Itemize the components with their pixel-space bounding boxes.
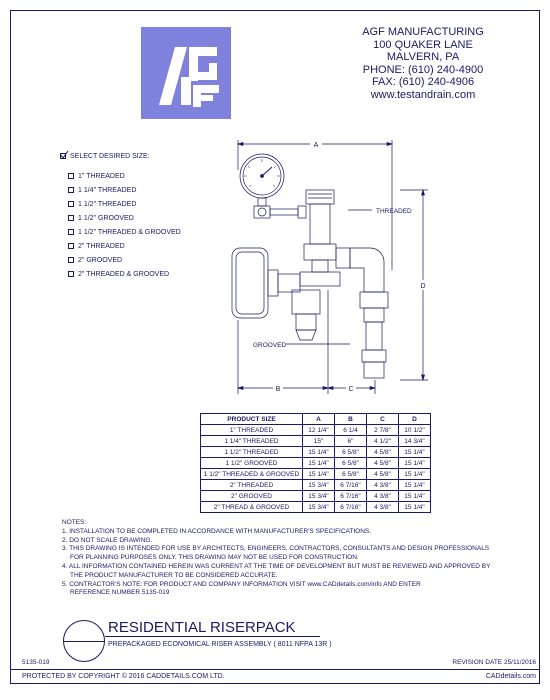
cell-product-size: 2" GROOVED: [201, 491, 303, 502]
cell-product-size: 1 1/2" THREADED: [201, 447, 303, 458]
cell-product-size: 2" THREADED: [201, 480, 303, 491]
cell-dimension-c: 4 5/8": [367, 458, 399, 469]
grooved-callout-label: GROOVED: [253, 342, 287, 349]
size-option-1-1-2-threaded[interactable]: 1 1/2" THREADED: [68, 201, 136, 208]
size-option-1-1-2-grooved[interactable]: 1 1/2" GROOVED: [68, 215, 134, 222]
threaded-callout-label: THREADED: [376, 208, 412, 215]
cell-product-size: 1 1/4" THREADED: [201, 436, 303, 447]
cell-dimension-b: 6 5/8": [335, 469, 367, 480]
table-header-row: [201, 414, 431, 425]
drawing-title: RESIDENTIAL RISERPACK: [108, 619, 296, 636]
cell-dimension-d: 15 1/4": [399, 469, 431, 480]
cell-dimension-a: 15 3/4": [303, 480, 335, 491]
size-option-2-threaded-grooved[interactable]: 2" THREADED & GROOVED: [68, 271, 169, 278]
checkbox[interactable]: [68, 215, 74, 221]
size-option-2-grooved[interactable]: 2" GROOVED: [68, 257, 122, 264]
cell-product-size: 1 1/2" GROOVED: [201, 458, 303, 469]
cell-dimension-a: 15 1/4": [303, 458, 335, 469]
cell-dimension-a: 15 3/4": [303, 491, 335, 502]
cell-dimension-a: 15": [303, 436, 335, 447]
cell-dimension-d: 15 1/4": [399, 447, 431, 458]
checkbox[interactable]: [68, 187, 74, 193]
checkbox[interactable]: [68, 243, 74, 249]
select-size-heading: SELECT DESIRED SIZE:: [60, 153, 150, 160]
table-row: [201, 425, 431, 436]
size-option-1-1-2-threaded-grooved[interactable]: 1 1/2" THREADED & GROOVED: [68, 229, 181, 236]
size-option-2-threaded[interactable]: 2" THREADED: [68, 243, 125, 250]
table-row: [201, 436, 431, 447]
drawing-subtitle: PREPACKAGED ECONOMICAL RISER ASSEMBLY ( 8011 NFPA 13R ): [108, 641, 332, 648]
note-line: 4. ALL INFORMATION CONTAINED HEREIN WAS CURRENT AT THE TIME OF DEVELOPMENT BUT MUST BE REVIEWED AND APPROVED BY: [62, 562, 491, 570]
checkbox[interactable]: [68, 271, 74, 277]
copyright-notice: PROTECTED BY COPYRIGHT © 2016 CADDETAILS.COM LTD.: [22, 673, 225, 680]
agf-logo: [141, 14, 231, 119]
company-website[interactable]: www.testandrain.com: [370, 88, 476, 101]
checkbox[interactable]: [68, 229, 74, 235]
cell-dimension-a: 12 1/4": [303, 425, 335, 436]
note-line: 3. THIS DRAWING IS INTENDED FOR USE BY ARCHITECTS, ENGINEERS, CONTRACTORS, CONSULTANTS AND DESIGN PROFESSIONALS: [62, 545, 490, 553]
cell-dimension-a: 15 1/4": [303, 447, 335, 458]
table-row: [201, 458, 431, 469]
table-row: [201, 480, 431, 491]
header-d: D: [399, 414, 431, 425]
cell-dimension-a: 15 3/4": [303, 502, 335, 513]
note-line: THE PRODUCT MANUFACTURER TO BE CONSIDERED ACCURATE.: [70, 571, 278, 579]
dimension-d-label: D: [420, 283, 426, 290]
cell-dimension-d: 15 1/4": [399, 458, 431, 469]
header-c: C: [367, 414, 399, 425]
note-line: 5. CONTRACTOR'S NOTE: FOR PRODUCT AND COMPANY INFORMATION VISIT www.CADdetails.com/info AND ENTER: [62, 580, 421, 588]
reference-number: 5135-019: [22, 659, 50, 666]
dimension-b-label: B: [275, 386, 281, 393]
note-line: FOR PLANNING PURPOSES ONLY. THIS DRAWING MAY NOT BE USED FOR CONSTRUCTION.: [70, 554, 359, 562]
cell-dimension-b: 6 7/16": [335, 480, 367, 491]
cell-dimension-b: 6 7/16": [335, 491, 367, 502]
checkbox[interactable]: [68, 173, 74, 179]
cell-dimension-d: 14 3/4": [399, 436, 431, 447]
cell-dimension-d: 15 1/4": [399, 491, 431, 502]
cell-product-size: 1 1/2" THREADED & GROOVED: [201, 469, 303, 480]
note-line: 1. INSTALLATION TO BE COMPLETED IN ACCORDANCE WITH MANUFACTURER'S SPECIFICATIONS.: [62, 527, 372, 535]
cell-dimension-a: 15 1/4": [303, 469, 335, 480]
cell-product-size: 1" THREADED: [201, 425, 303, 436]
cell-dimension-c: 4 5/8": [367, 447, 399, 458]
cell-dimension-d: 15 1/4": [399, 480, 431, 491]
footer-divider: [10, 669, 540, 670]
cell-dimension-c: 4 1/2": [367, 436, 399, 447]
checked-checkbox-icon: [60, 153, 66, 159]
cell-dimension-c: 4 5/8": [367, 469, 399, 480]
checkbox[interactable]: [68, 201, 74, 207]
cell-dimension-d: 10 1/2": [399, 425, 431, 436]
revision-date: REVISION DATE 25/11/2016: [452, 659, 536, 666]
cell-dimension-b: 6 5/8": [335, 447, 367, 458]
cell-dimension-b: 6 1/4: [335, 425, 367, 436]
dimension-a-label: A: [313, 142, 319, 149]
table-row: [201, 469, 431, 480]
title-underline: [105, 636, 320, 637]
company-phone: PHONE: (610) 240-4900: [362, 63, 484, 76]
svg-text:AGF: AGF: [141, 14, 174, 31]
table-row: [201, 491, 431, 502]
cell-dimension-c: 4 3/8": [367, 480, 399, 491]
note-line: REFERENCE NUMBER 5135-019: [70, 589, 170, 597]
cell-dimension-b: 6 7/16": [335, 502, 367, 513]
company-address-line1: 100 QUAKER LANE: [373, 38, 473, 51]
cell-dimension-d: 15 1/4": [399, 502, 431, 513]
checkbox[interactable]: [68, 257, 74, 263]
header-b: B: [335, 414, 367, 425]
cell-dimension-c: 4 3/8": [367, 491, 399, 502]
company-fax: FAX: (610) 240-4906: [371, 76, 475, 89]
note-line: 2. DO NOT SCALE DRAWING.: [62, 536, 153, 544]
cell-dimension-b: 6": [335, 436, 367, 447]
notes-block: [62, 519, 490, 598]
riser-assembly-drawing: [200, 130, 460, 410]
company-address-line2: MALVERN, PA: [386, 51, 460, 64]
cell-dimension-c: 4 3/8": [367, 502, 399, 513]
size-option-1-threaded[interactable]: 1" THREADED: [68, 173, 125, 180]
notes-heading: NOTES:: [62, 519, 87, 526]
header-a: A: [303, 414, 335, 425]
dimensions-table: [200, 413, 431, 513]
table-row: [201, 447, 431, 458]
cell-product-size: 2" THREAD & GROOVED: [201, 502, 303, 513]
company-info: [318, 26, 528, 102]
company-name: AGF MANUFACTURING: [362, 26, 484, 38]
title-circle-divider: [63, 641, 105, 642]
cell-dimension-c: 2 7/8": [367, 425, 399, 436]
cell-dimension-b: 6 5/8": [335, 458, 367, 469]
caddetails-link[interactable]: CADdetails.com: [485, 673, 536, 680]
table-row: [201, 502, 431, 513]
header-product-size: PRODUCT SIZE: [201, 414, 303, 425]
dimension-c-label: C: [348, 386, 354, 393]
size-option-1-1-4-threaded[interactable]: 1 1/4" THREADED: [68, 187, 136, 194]
